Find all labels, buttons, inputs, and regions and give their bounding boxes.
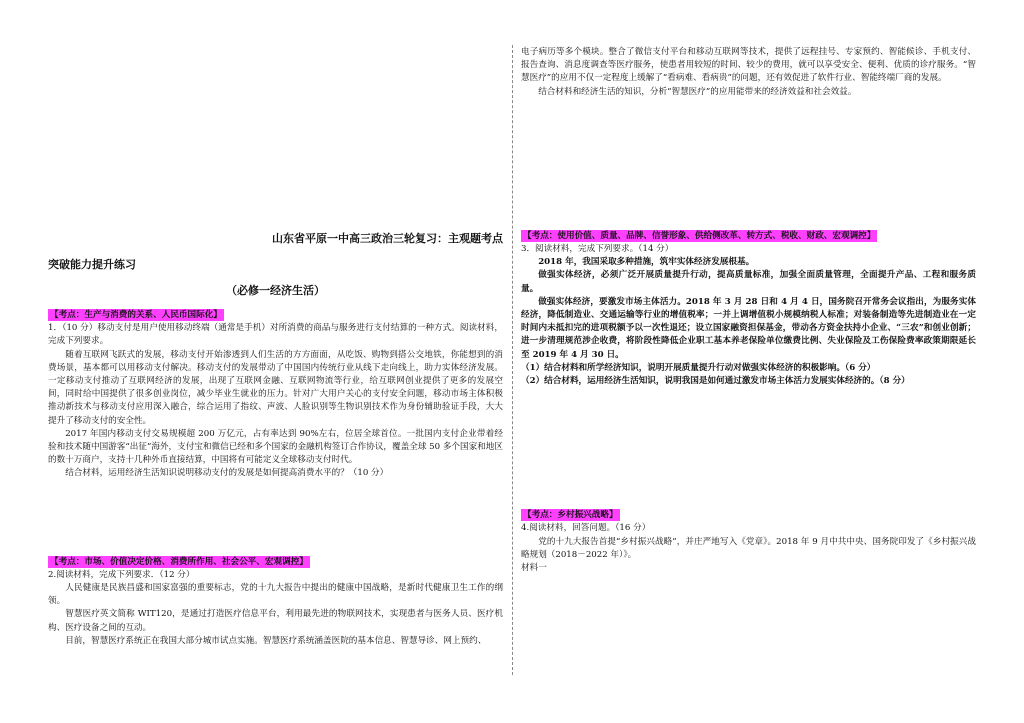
topic-tag-3: 【考点：使用价值、质量、品牌、信誉形象、供给侧改革、转方式、税收、财政、宏观调控】 — [523, 230, 876, 241]
column-divider — [512, 45, 513, 675]
topic-tag-4: 【考点：乡村振兴战略】 — [523, 510, 618, 521]
question-2-paragraph-2: 智慧医疗英文简称 WIT120，是通过打造医疗信息平台，利用最先进的物联网技术，实现患者与医务人员、医疗机构、医疗设备之间的互动。 — [48, 609, 503, 633]
right-column — [521, 46, 976, 575]
section-title: （必修一经济生活） — [226, 284, 325, 297]
topic-tag-1: 【考点：生产与消费的关系、人民币国际化】 — [50, 310, 222, 320]
question-4-paragraph-1: 党的十九大报告首提“乡村振兴战略”，并庄严地写入《党章》。2018 年 9 月中共中央、国务院印发了《乡村振兴战略规划（2018－2022 年）》。 — [521, 536, 976, 560]
question-3-paragraph-1: 2018 年，我国采取多种措施，筑牢实体经济发展根基。 — [538, 257, 755, 268]
question-1-requirement: 结合材料，运用经济生活知识说明移动支付的发展是如何提高消费水平的？（10 分） — [65, 468, 389, 479]
answer-space — [521, 99, 976, 229]
question-2-intro: 2.阅读材料，完成下列要求．（12 分） — [48, 569, 195, 580]
question-3-paragraph-2: 做强实体经济，必须广泛开展质量提升行动，提高质量标准，加强全面质量管理，全面提升产品、工程和服务质量。 — [521, 270, 976, 294]
document-subtitle: 突破能力提升练习 — [48, 258, 136, 271]
question-3-subquestion-1: （1）结合材料和所学经济知识，说明开展质量提升行动对做强实体经济的积极影响。（6 分） — [521, 362, 876, 373]
question-4-material-label: 材料一 — [521, 563, 547, 574]
question-1-paragraph-1: 随着互联网飞跃式的发展，移动支付开始渗透到人们生活的方方面面，从吃饭、购物到搭公交地铁，你能想到的消费场景，基本都可以用移动支付解决。移动支付的发展带动了中国国内传统行业从线下走向线上，助力实体经济发展。一定移动支付推动了互联网经济的发展，出现了互联网金融、互联网物流等行业，给互联网创业提供了更多的发展空间，同时给中国提供了很多创业岗位，减少毕业生就业的压力。针对广大用户关心的支付安全问题，移动市场主体积极推动新技术与移动支付应用深入融合，综合运用了指纹、声波、人脸识别等生物识别技术作为身份辅助验证手段，大大提升了移动支付的安全性。 — [48, 349, 503, 426]
question-2-continued: 电子病历等多个模块。整合了微信支付平台和移动互联网等技术，提供了远程挂号、专家预约、智能候诊、手机支付、报告查询、消息度调查等医疗服务，使患者用较短的时间、较少的费用，就可以享受安全、便利、优质的诊疗服务。“智慧医疗”的应用不仅一定程度上缓解了“看病难、看病贵”的问题，还有效促进了软件行业、智能终端厂商的发展。 — [521, 47, 976, 84]
topic-tag-2: 【考点：市场、价值决定价格、消费所作用、社会公平、宏观调控】 — [50, 556, 308, 567]
question-1-intro: 1．（10 分）移动支付是用户使用移动终端（通常是手机）对所消费的商品与服务进行支付结算的一种方式。阅读材料，完成下列要求。 — [48, 323, 503, 347]
left-column — [48, 232, 503, 648]
question-2-requirement: 结合材料和经济生活的知识，分析“智慧医疗”的应用能带来的经济效益和社会效益。 — [538, 86, 857, 97]
document-title: 山东省平原一中高三政治三轮复习：主观题考点 — [272, 232, 503, 245]
question-3-intro: 3．阅读材料，完成下列要求。（14 分） — [521, 244, 674, 255]
question-1-paragraph-2: 2017 年国内移动支付交易规模超 200 万亿元，占有率达到 90%左右，位居全球首位。一批国内支付企业带着经验和技术随中国游客“出征”海外，支付宝和微信已经和多个国家的金融机构签订合作协议，覆盖全球 50 多个国家和地区的数十万商户，支持十几种外币直接结算，中国将有可能定义全球移动支付时代。 — [48, 428, 503, 466]
question-3-paragraph-3: 做强实体经济，要激发市场主体活力。2018 年 3 月 28 日和 4 月 4 日，国务院召开常务会议指出，为服务实体经济，降低制造业、交通运输等行业的增值税率；一并上调增值税小规模纳税人标准；对装备制造等先进制造业在一定时间内未抵扣完的进项税额予以一次性退还；设立国家融资担保基金，带动各方资金扶持小企业、“三农”和创业创新；进一步清理规范涉企收费，将阶段性降低企业职工基本养老保险单位缴费比例、失业保险及工伤保险费率政策期限延长至 2019 年 4 月 30 日。 — [521, 296, 976, 360]
question-3-subquestion-2: （2）结合材料，运用经济生活知识，说明我国是如何通过激发市场主体活力发展实体经济的。（8 分） — [521, 376, 910, 387]
question-4-intro: 4.阅读材料，回答问题。（16 分） — [521, 523, 651, 534]
answer-space — [48, 481, 503, 555]
question-2-paragraph-1: 人民健康是民族昌盛和国家富强的重要标志，党的十九大报告中提出的健康中国战略，是新时代健康卫生工作的纲领。 — [48, 583, 503, 607]
question-2-paragraph-3: 目前，智慧医疗系统正在我国大部分城市试点实施。智慧医疗系统涵盖医院的基本信息、智慧导诊、网上预约、 — [65, 635, 487, 646]
answer-space — [521, 388, 976, 508]
